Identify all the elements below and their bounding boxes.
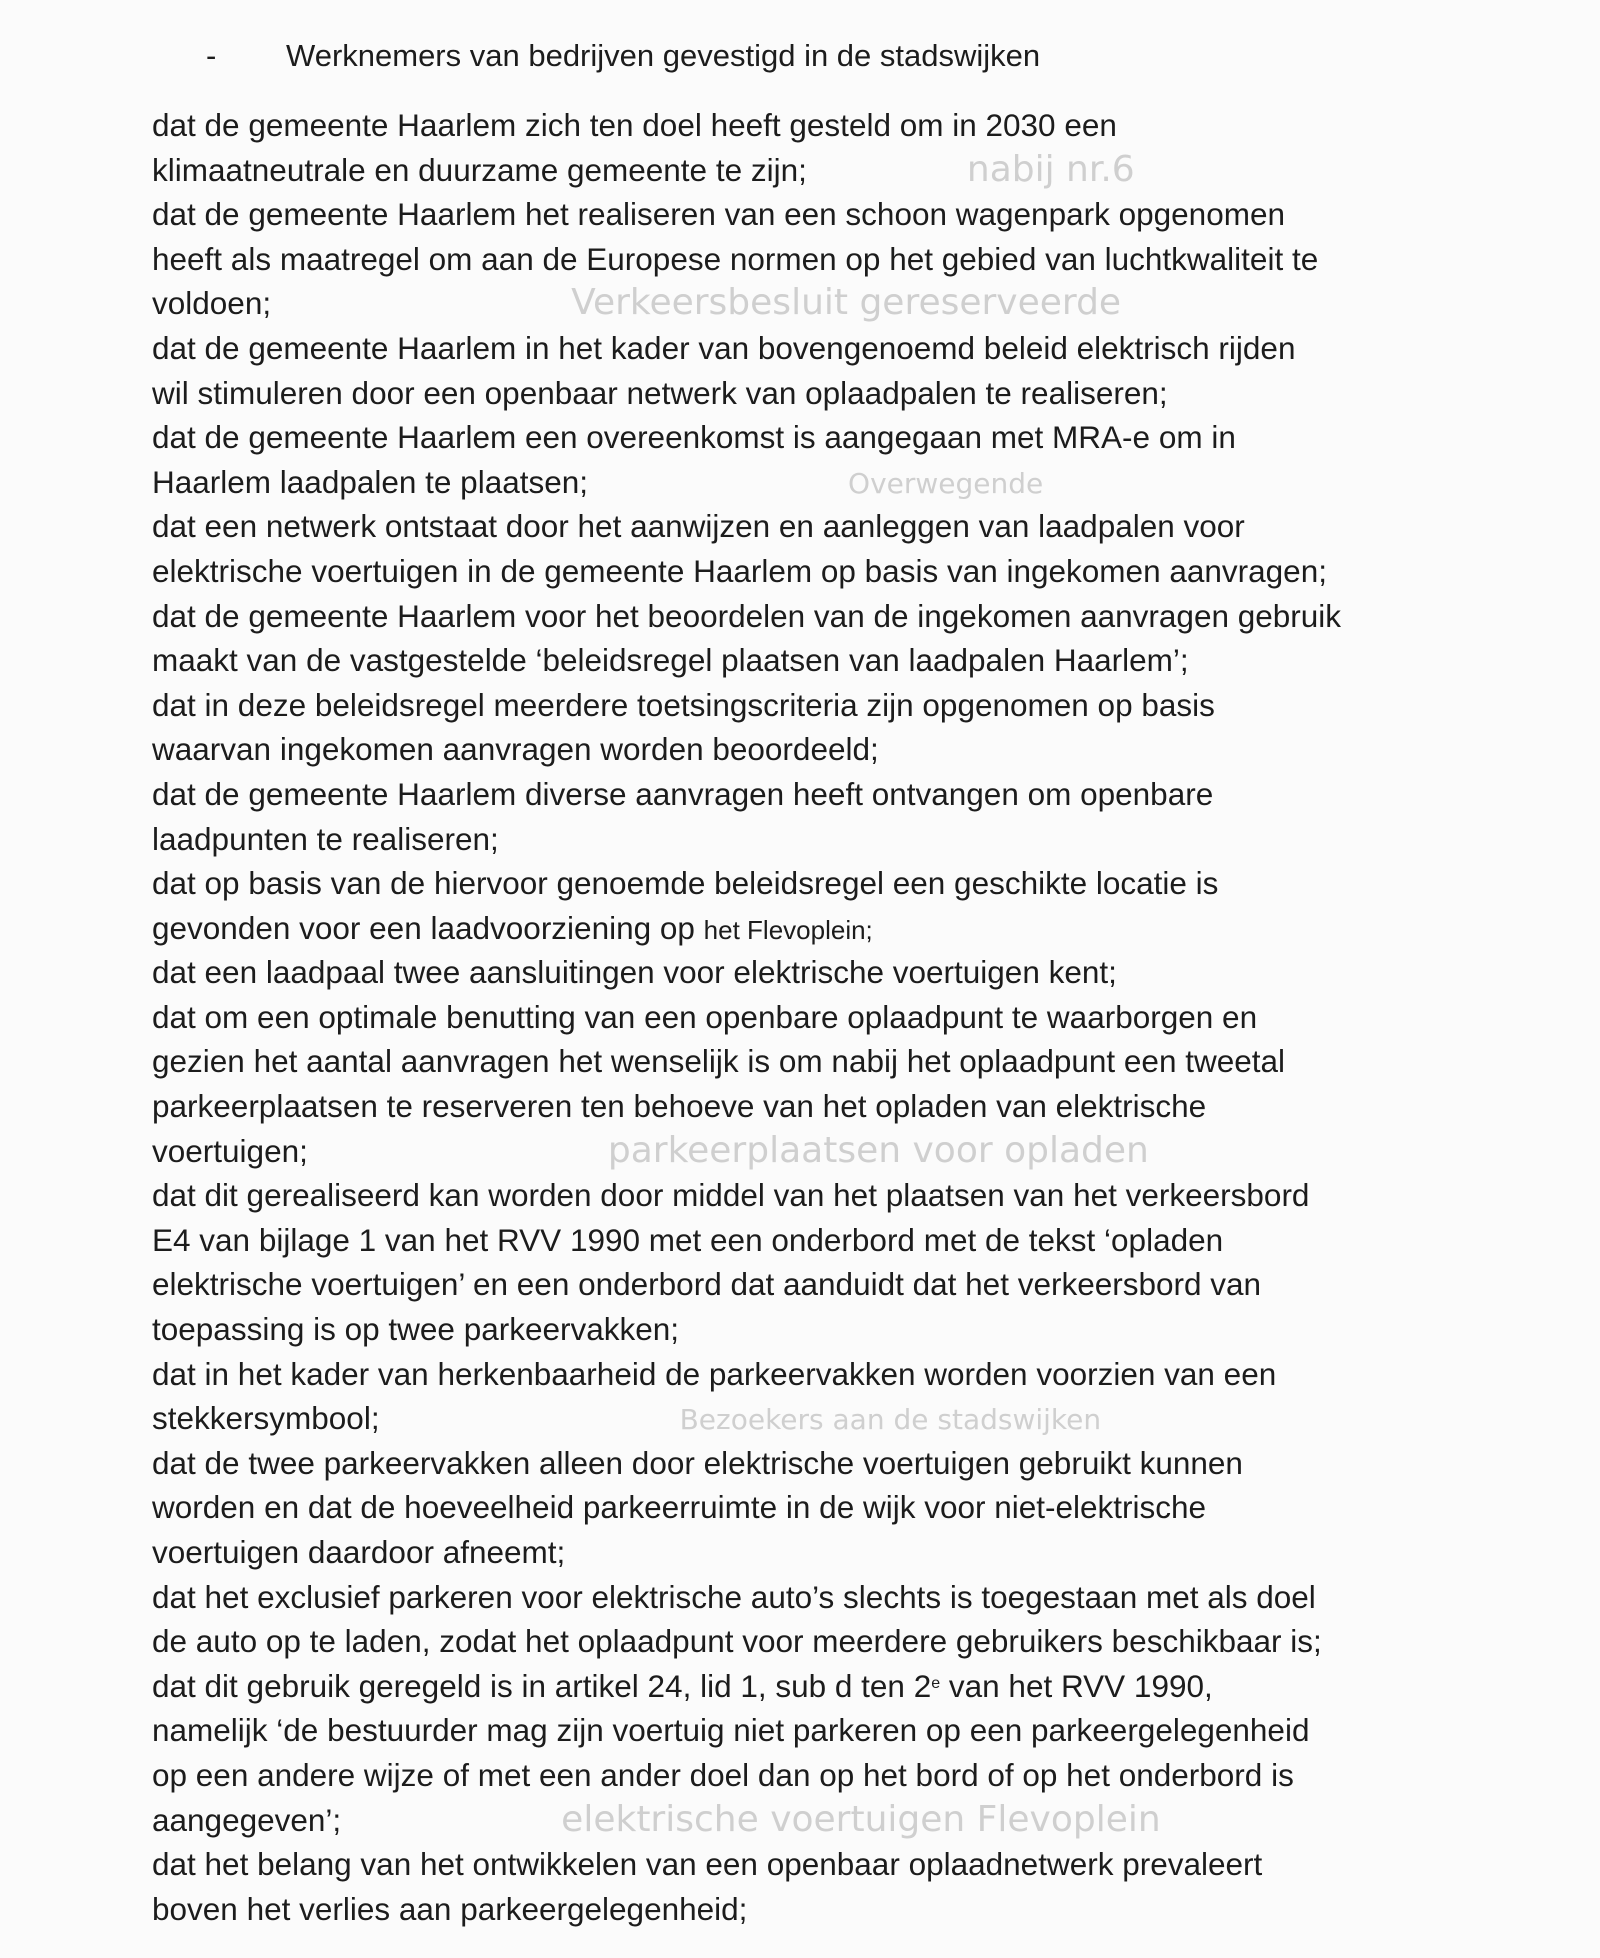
- text-line-tail: van het RVV 1990,: [940, 1667, 1213, 1704]
- text-line: [152, 1664, 1341, 1709]
- text-line: [152, 103, 1341, 148]
- text-line-content: gezien het aantal aanvragen het wenselijk is om nabij het oplaadpunt een tweetal: [152, 1043, 1286, 1080]
- bleed-through-heading: Overwegende: [848, 466, 1044, 500]
- text-line: [152, 1218, 1341, 1263]
- text-line: [152, 415, 1341, 460]
- text-line: [152, 683, 1341, 728]
- text-line: [152, 148, 1341, 193]
- text-line: [152, 1129, 1341, 1174]
- text-line-content: maakt van de vastgestelde ‘beleidsregel plaatsen van laadpalen Haarlem’;: [152, 642, 1189, 679]
- text-line-content: dat in deze beleidsregel meerdere toetsingscriteria zijn opgenomen op basis: [152, 686, 1215, 723]
- ordinal-superscript: e: [931, 1674, 941, 1692]
- text-line: [152, 1084, 1341, 1129]
- bleed-title-line: nabij nr.6: [966, 148, 1135, 190]
- text-line: [152, 1307, 1341, 1352]
- bullet-text: Werknemers van bedrijven gevestigd in de stadswijken: [286, 38, 1041, 73]
- text-line-content: boven het verlies aan parkeergelegenheid;: [152, 1890, 748, 1927]
- text-line-content: dat een laadpaal twee aansluitingen voor elektrische voertuigen kent;: [152, 954, 1117, 991]
- text-line-content: dat de gemeente Haarlem voor het beoordelen van de ingekomen aanvragen gebruik: [152, 597, 1342, 634]
- text-line: [152, 1262, 1341, 1307]
- bullet-marker: -: [206, 38, 217, 73]
- text-line-content: de auto op te laden, zodat het oplaadpunt voor meerdere gebruikers beschikbaar is;: [152, 1623, 1322, 1660]
- text-line-content: waarvan ingekomen aanvragen worden beoordeeld;: [152, 731, 879, 768]
- text-line-content: toepassing is op twee parkeervakken;: [152, 1311, 680, 1348]
- text-line-content: voertuigen;: [152, 1132, 308, 1169]
- text-line-content: voldoen;: [152, 285, 272, 322]
- text-line: [152, 237, 1341, 282]
- text-line: [152, 1842, 1341, 1887]
- text-line: [152, 281, 1341, 326]
- text-line-content: wil stimuleren door een openbaar netwerk van oplaadpalen te realiseren;: [152, 374, 1168, 411]
- bleed-through-bullet: Bezoekers aan de stadswijken: [679, 1403, 1102, 1437]
- text-line: [152, 371, 1341, 416]
- text-line: [152, 1352, 1341, 1397]
- text-line: [152, 950, 1341, 995]
- text-line: [152, 906, 1341, 951]
- text-line: [152, 861, 1341, 906]
- text-line-content: E4 van bijlage 1 van het RVV 1990 met een onderbord met de tekst ‘opladen: [152, 1221, 1224, 1258]
- text-line-content: dat de twee parkeervakken alleen door elektrische voertuigen gebruikt kunnen: [152, 1444, 1243, 1481]
- text-line: [152, 549, 1341, 594]
- text-line: [152, 1619, 1341, 1664]
- text-line: [152, 638, 1341, 683]
- location-name: het Flevoplein;: [703, 914, 873, 945]
- text-line: [152, 1708, 1341, 1753]
- text-line: [152, 817, 1341, 862]
- text-line-content: dat de gemeente Haarlem in het kader van bovengenoemd beleid elektrisch rijden: [152, 329, 1296, 366]
- text-line-content: klimaatneutrale en duurzame gemeente te zijn;: [152, 151, 807, 188]
- bleed-title-line: Verkeersbesluit gereserveerde: [571, 282, 1122, 324]
- text-line-content: dat de gemeente Haarlem diverse aanvragen heeft ontvangen om openbare: [152, 775, 1214, 812]
- text-line: [152, 1575, 1341, 1620]
- text-line: [152, 326, 1341, 371]
- text-line: [152, 772, 1341, 817]
- text-line: [152, 727, 1341, 772]
- text-line-content: gevonden voor een laadvoorziening op: [152, 909, 704, 946]
- text-line: [152, 594, 1341, 639]
- text-line-content: op een andere wijze of met een ander doel dan op het bord of op het onderbord is: [152, 1756, 1294, 1793]
- text-line-content: dat op basis van de hiervoor genoemde beleidsregel een geschikte locatie is: [152, 865, 1219, 902]
- text-line-content: dat de gemeente Haarlem zich ten doel heeft gesteld om in 2030 een: [152, 107, 1117, 143]
- text-line-content: Haarlem laadpalen te plaatsen;: [152, 463, 589, 500]
- text-line-content: dat een netwerk ontstaat door het aanwijzen en aanleggen van laadpalen voor: [152, 508, 1245, 545]
- text-line: [152, 192, 1341, 237]
- text-line-content: stekkersymbool;: [152, 1400, 380, 1437]
- bleed-title-line: elektrische voertuigen Flevoplein: [561, 1798, 1161, 1840]
- text-line-content: namelijk ‘de bestuurder mag zijn voertuig niet parkeren op een parkeergelegenheid: [152, 1712, 1310, 1749]
- text-line: [152, 1441, 1341, 1486]
- text-line-content: dat het exclusief parkeren voor elektrische auto’s slechts is toegestaan met als doel: [152, 1578, 1316, 1615]
- text-line-content: dat de gemeente Haarlem een overeenkomst is aangegaan met MRA-e om in: [152, 419, 1236, 456]
- text-line: [152, 1396, 1341, 1441]
- text-line: [152, 460, 1341, 505]
- text-line: [152, 1039, 1341, 1084]
- text-line: [152, 1485, 1341, 1530]
- text-line-content: dat dit gebruik geregeld is in artikel 24, lid 1, sub d ten 2: [152, 1667, 932, 1704]
- text-line-content: heeft als maatregel om aan de Europese normen op het gebied van luchtkwaliteit te: [152, 240, 1319, 277]
- text-line-content: voertuigen daardoor afneemt;: [152, 1534, 566, 1570]
- bleed-title-line: parkeerplaatsen voor opladen: [607, 1129, 1149, 1171]
- text-line-content: dat in het kader van herkenbaarheid de parkeervakken worden voorzien van een: [152, 1355, 1277, 1392]
- text-line: [152, 1530, 1341, 1575]
- text-line-content: elektrische voertuigen in de gemeente Haarlem op basis van ingekomen aanvragen;: [152, 552, 1327, 589]
- text-line-content: parkeerplaatsen te reserveren ten behoeve van het opladen van elektrische: [152, 1088, 1207, 1125]
- text-line-content: laadpunten te realiseren;: [152, 820, 499, 857]
- text-line: [152, 995, 1341, 1040]
- text-line: [152, 1798, 1341, 1843]
- text-line-content: dat dit gerealiseerd kan worden door middel van het plaatsen van het verkeersbord: [152, 1177, 1310, 1214]
- text-line: [152, 1887, 1341, 1932]
- text-line: [152, 1173, 1341, 1218]
- text-line-content: aangegeven’;: [152, 1801, 342, 1838]
- text-line: [152, 504, 1341, 549]
- text-line-content: dat de gemeente Haarlem het realiseren van een schoon wagenpark opgenomen: [152, 196, 1286, 233]
- text-line-content: dat het belang van het ontwikkelen van een openbaar oplaadnetwerk prevaleert: [152, 1846, 1263, 1883]
- text-line-content: worden en dat de hoeveelheid parkeerruimte in de wijk voor niet-elektrische: [152, 1489, 1207, 1526]
- text-line-content: dat om een optimale benutting van een openbare oplaadpunt te waarborgen en: [152, 998, 1258, 1035]
- considerations-text: [152, 103, 1341, 1931]
- text-line: [152, 1753, 1341, 1798]
- text-line-content: elektrische voertuigen’ en een onderbord dat aanduidt dat het verkeersbord van: [152, 1266, 1262, 1303]
